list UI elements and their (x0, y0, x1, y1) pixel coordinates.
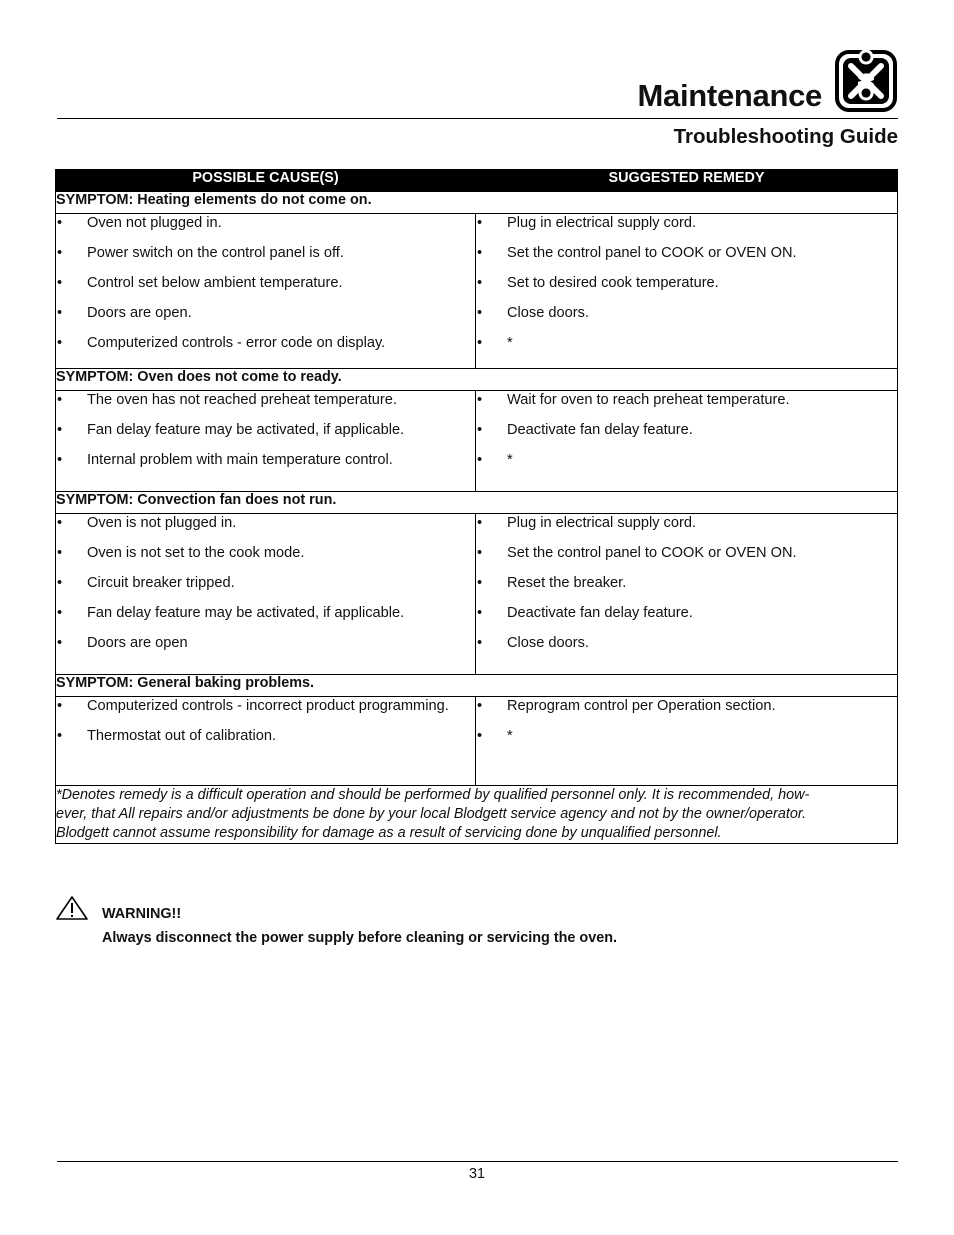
remedies-cell (476, 697, 898, 786)
cause-text: Computerized controls - error code on display. (87, 335, 386, 351)
footer-divider (57, 1161, 898, 1162)
bullet-icon: • (477, 422, 483, 438)
remedy-text: * (507, 335, 513, 351)
remedy-item (476, 391, 897, 410)
cause-text: Fan delay feature may be activated, if applicable. (87, 605, 405, 621)
cause-text: Oven is not plugged in. (87, 515, 237, 531)
bullet-icon: • (477, 245, 483, 261)
remedy-text: Set the control panel to COOK or OVEN ON. (507, 545, 797, 561)
symptom-heading: SYMPTOM: Oven does not come to ready. (56, 369, 898, 391)
cause-text: Circuit breaker tripped. (87, 575, 235, 591)
remedies-cell (476, 391, 898, 492)
symptom-row (56, 675, 898, 697)
remedy-text: Set to desired cook temperature. (507, 275, 719, 291)
remedy-item (476, 214, 897, 233)
bullet-icon: • (57, 635, 63, 651)
cause-remedy-row (56, 514, 898, 675)
bullet-icon: • (57, 245, 63, 261)
cause-item (56, 391, 475, 410)
cause-item (56, 244, 475, 263)
bullet-icon: • (57, 545, 63, 561)
bullet-icon: • (477, 452, 483, 468)
cause-item (56, 697, 475, 716)
cause-remedy-row (56, 391, 898, 492)
bullet-icon: • (477, 575, 483, 591)
bullet-icon: • (477, 728, 483, 744)
symptom-heading: SYMPTOM: Heating elements do not come on. (56, 192, 898, 214)
bullet-icon: • (57, 728, 63, 744)
bullet-icon: • (57, 698, 63, 714)
cause-remedy-row (56, 214, 898, 369)
warning-triangle-icon (55, 895, 89, 921)
remedy-text: Set the control panel to COOK or OVEN ON. (507, 245, 797, 261)
cause-item (56, 334, 475, 353)
cause-item (56, 514, 475, 533)
cause-text: Thermostat out of calibration. (87, 728, 276, 744)
remedy-text: Wait for oven to reach preheat temperature. (507, 392, 790, 408)
remedy-text: * (507, 728, 513, 744)
section-title: Troubleshooting Guide (673, 125, 898, 148)
remedy-text: Reset the breaker. (507, 575, 627, 591)
symptom-row (56, 492, 898, 514)
cause-remedy-row (56, 697, 898, 786)
page-title: Maintenance (637, 78, 822, 113)
remedy-item (476, 304, 897, 323)
cause-text: Doors are open. (87, 305, 192, 321)
remedy-item (476, 727, 897, 746)
symptom-heading: SYMPTOM: General baking problems. (56, 675, 898, 697)
bullet-icon: • (477, 635, 483, 651)
footnote-line: *Denotes remedy is a difficult operation and should be performed by qualified personnel only. It is recommended, how- (56, 787, 810, 803)
header-divider (57, 118, 898, 119)
remedy-item (476, 544, 897, 563)
remedy-text: Reprogram control per Operation section. (507, 698, 776, 714)
symptom-row (56, 192, 898, 214)
bullet-icon: • (57, 335, 63, 351)
cause-text: Oven is not set to the cook mode. (87, 545, 305, 561)
remedy-item (476, 634, 897, 653)
remedy-item (476, 274, 897, 293)
remedy-text: Close doors. (507, 305, 589, 321)
remedy-item (476, 514, 897, 533)
bullet-icon: • (57, 275, 63, 291)
footnote-line: Blodgett cannot assume responsibility for damage as a result of servicing done by unqualified personnel. (56, 825, 722, 841)
bullet-icon: • (57, 515, 63, 531)
cause-item (56, 214, 475, 233)
cause-text: Control set below ambient temperature. (87, 275, 343, 291)
footnote (56, 786, 898, 844)
cause-item (56, 574, 475, 593)
remedy-text: Deactivate fan delay feature. (507, 605, 693, 621)
causes-cell (56, 697, 476, 786)
remedy-item (476, 574, 897, 593)
bullet-icon: • (477, 515, 483, 531)
bullet-icon: • (57, 575, 63, 591)
remedy-item (476, 244, 897, 263)
warning-label: WARNING!! (102, 906, 182, 922)
bullet-icon: • (57, 215, 63, 231)
bullet-icon: • (477, 605, 483, 621)
remedy-text: Plug in electrical supply cord. (507, 515, 696, 531)
causes-cell (56, 214, 476, 369)
bullet-icon: • (57, 305, 63, 321)
remedy-item (476, 421, 897, 440)
page-number: 31 (468, 1166, 485, 1182)
cause-item (56, 421, 475, 440)
cause-item (56, 274, 475, 293)
symptom-row (56, 369, 898, 391)
causes-cell (56, 514, 476, 675)
cause-text: The oven has not reached preheat temperature. (87, 392, 397, 408)
column-header-causes: POSSIBLE CAUSE(S) (56, 170, 476, 192)
bullet-icon: • (477, 305, 483, 321)
cause-item (56, 451, 475, 470)
cause-item (56, 634, 475, 653)
cause-item (56, 604, 475, 623)
remedies-cell (476, 514, 898, 675)
column-header-remedy: SUGGESTED REMEDY (476, 170, 898, 192)
bullet-icon: • (57, 452, 63, 468)
remedy-item (476, 604, 897, 623)
footnote-line: ever, that All repairs and/or adjustments be done by your local Blodgett service agency and not by the owner/operator. (56, 806, 807, 822)
cause-item (56, 727, 475, 746)
bullet-icon: • (57, 422, 63, 438)
cause-text: Power switch on the control panel is off. (87, 245, 344, 261)
warning-text: Always disconnect the power supply before cleaning or servicing the oven. (102, 930, 617, 946)
remedy-text: * (507, 452, 513, 468)
table-header-row (56, 170, 898, 192)
bullet-icon: • (477, 545, 483, 561)
bullet-icon: • (57, 605, 63, 621)
cause-text: Oven not plugged in. (87, 215, 222, 231)
cause-text: Fan delay feature may be activated, if applicable. (87, 422, 405, 438)
remedy-text: Deactivate fan delay feature. (507, 422, 693, 438)
bullet-icon: • (477, 698, 483, 714)
blodgett-wrench-logo-icon (834, 49, 898, 113)
remedies-cell (476, 214, 898, 369)
cause-item (56, 304, 475, 323)
bullet-icon: • (57, 392, 63, 408)
cause-text: Computerized controls - incorrect product programming. (87, 698, 449, 714)
cause-item (56, 544, 475, 563)
bullet-icon: • (477, 215, 483, 231)
symptom-heading: SYMPTOM: Convection fan does not run. (56, 492, 898, 514)
remedy-item (476, 451, 897, 470)
bullet-icon: • (477, 392, 483, 408)
remedy-text: Close doors. (507, 635, 589, 651)
causes-cell (56, 391, 476, 492)
bullet-icon: • (477, 335, 483, 351)
remedy-item (476, 697, 897, 716)
remedy-item (476, 334, 897, 353)
bullet-icon: • (477, 275, 483, 291)
footnote-row (56, 786, 898, 844)
cause-text: Internal problem with main temperature control. (87, 452, 393, 468)
remedy-text: Plug in electrical supply cord. (507, 215, 696, 231)
cause-text: Doors are open (87, 635, 188, 651)
troubleshooting-table (55, 169, 898, 844)
